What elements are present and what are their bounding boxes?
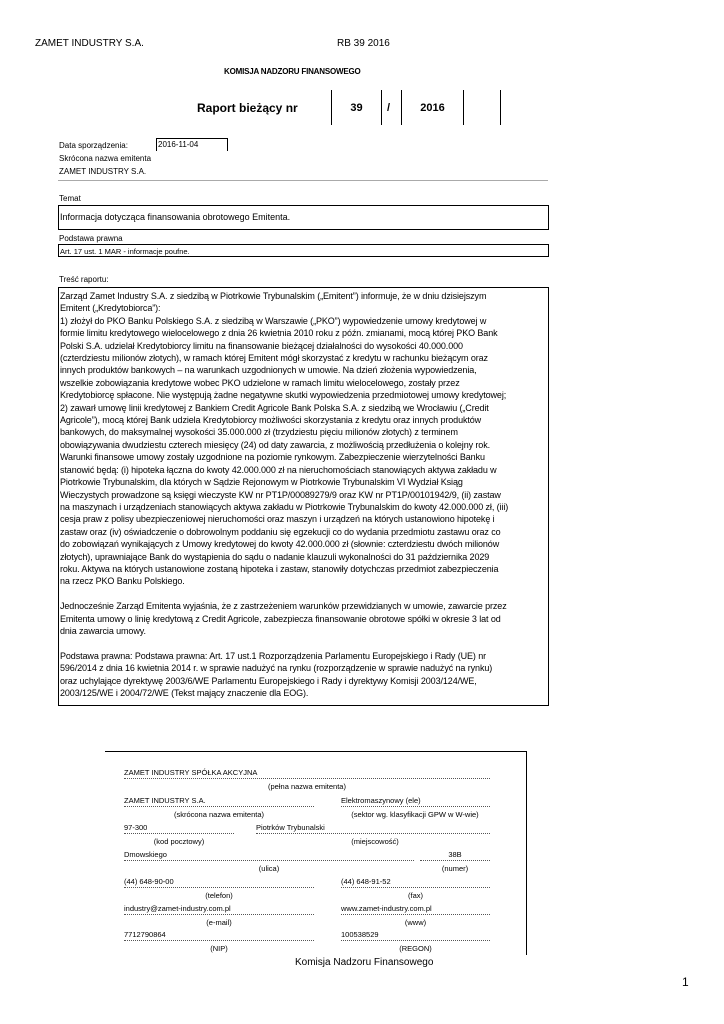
report-number-value: 39 <box>350 102 363 114</box>
issuer-sector: Elektromaszynowy (ele) <box>341 796 490 807</box>
document-title: KOMISJA NADZORU FINANSOWEGO <box>224 67 361 76</box>
issuer-short-name: ZAMET INDUSTRY S.A. <box>124 796 314 807</box>
legal-basis-value: Art. 17 ust. 1 MAR - informacje poufne. <box>58 244 549 257</box>
issuer-sector-caption: (sektor wg. klasyfikacji GPW w W-wie) <box>351 810 479 819</box>
issuer-regon: 100538529 <box>341 930 490 941</box>
page-number: 1 <box>682 975 689 989</box>
issuer-short-value: ZAMET INDUSTRY S.A. <box>59 167 147 176</box>
issuer-phone: (44) 648-90-00 <box>124 877 314 888</box>
date-label: Data sporządzenia: <box>59 141 128 150</box>
issuer-regon-caption: (REGON) <box>399 944 432 953</box>
issuer-number-caption: (numer) <box>441 864 469 873</box>
topic-value: Informacja dotycząca finansowania obrotowego Emitenta. <box>58 205 549 230</box>
issuer-full-name-caption: (pełna nazwa emitenta) <box>268 782 346 791</box>
header-company: ZAMET INDUSTRY S.A. <box>35 38 144 49</box>
issuer-phone-caption: (telefon) <box>205 891 233 900</box>
issuer-email: industry@zamet-industry.com.pl <box>124 904 314 915</box>
issuer-postal-code-caption: (kod pocztowy) <box>153 837 205 846</box>
legal-basis-label: Podstawa prawna <box>59 234 123 243</box>
issuer-full-name: ZAMET INDUSTRY SPÓŁKA AKCYJNA <box>124 768 490 779</box>
header-report-ref: RB 39 2016 <box>337 38 390 49</box>
report-extra-box <box>464 90 501 125</box>
footer-authority: Komisja Nadzoru Finansowego <box>295 957 434 968</box>
issuer-street: Dmowskiego <box>124 850 414 861</box>
report-number-box <box>331 90 382 125</box>
issuer-block-top-line <box>105 751 527 752</box>
issuer-number: 38B <box>420 850 490 861</box>
report-number-label: Raport bieżący nr <box>197 101 298 115</box>
issuer-www: www.zamet-industry.com.pl <box>341 904 490 915</box>
report-number-separator: / <box>387 102 391 114</box>
issuer-postal-code: 97-300 <box>124 823 234 834</box>
issuer-short-name-caption: (skrócona nazwa emitenta) <box>173 810 265 819</box>
date-value: 2016-11-04 <box>156 138 228 151</box>
report-year-value: 2016 <box>420 102 445 114</box>
issuer-street-caption: (ulica) <box>258 864 280 873</box>
issuer-city: Piotrków Trybunalski <box>256 823 490 834</box>
issuer-www-caption: (www) <box>404 918 427 927</box>
issuer-nip: 7712790864 <box>124 930 314 941</box>
issuer-city-caption: (miejscowość) <box>351 837 399 846</box>
issuer-nip-caption: (NIP) <box>210 944 228 953</box>
report-year-box <box>401 90 464 125</box>
issuer-fax: (44) 648-91-52 <box>341 877 490 888</box>
issuer-block-right-line <box>526 751 527 955</box>
divider <box>58 180 548 181</box>
issuer-fax-caption: (fax) <box>408 891 423 900</box>
content-text: Zarząd Zamet Industry S.A. z siedzibą w Piotrkowie Trybunalskim („Emitent”) informuje, że w dniu dzisiejszym Emitent („Kredytobiorca”): 1) złożył do PKO Banku Polskiego S.A. z siedzibą w Warszawie („PKO”) wypowiedzenie umowy kredytowej w formie limitu kredytowego wielocelowego z dnia 26 kwietnia 2010 roku z późn. zmianami, mocą której PKO Bank Polski S.A. udzielał Kredytobiorcy limitu na finansowanie bieżącej działalności do wysokości 40.000.000 (czterdziestu milionów złotych), w ramach której Emitent mógł skorzystać z kredytu w rachunku bieżącym oraz innych produktów bankowych – na warunkach uzgodnionych w umowie. Na dzień złożenia wypowiedzenia, wszelkie zobowiązania kredytowe wobec PKO udzielone w ramach limitu wielocelowego, zostały przez Kredytobiorcę spłacone. Nie występują żadne negatywne skutki wypowiedzenia przedmiotowej umowy kredytowej; 2) zawarł umowę linii kredytowej z Bankiem Credit Agricole Bank Polska S.A. z siedzibą we Wrocławiu („Credit Agricole”), mocą której Bank udziela Kredytobiorcy możliwości skorzystania z kredytu oraz innych produktów bankowych, do maksymalnej wysokości 35.000.000 zł (trzydziestu pięciu milionów złotych) z terminem obowiązywania dwudziestu czterech miesięcy (24) od daty zawarcia, z możliwością przedłużenia o kolejny rok. Warunki finansowe umowy zostały uzgodnione na poziomie rynkowym. Zabezpieczenie wierzytelności Banku stanowić będą: (i) hipoteka łączna do kwoty 42.000.000 zł na nieruchomościach stanowiących aktywa zakładu w Piotrkowie Trybunalskim, dla których w Sądzie Rejonowym w Piotrkowie Trybunalskim VI Wydział Ksiąg Wieczystych prowadzone są księgi wieczyste KW nr PT1P/00089279/9 oraz KW nr PT1P/00101942/9, (ii) zastaw na maszynach i urządzeniach stanowiących aktywa zakładu w Piotrkowie Trybunalskim do kwoty 42.000.000 zł, (iii) cesja praw z polisy ubezpieczeniowej nieruchomości oraz maszyn i urządzeń na których ustanowiono hipotekę i zastaw oraz (iv) oświadczenie o dobrowolnym poddaniu się egzekucji co do wydania przedmiotu zastawu oraz co do zobowiązań wynikających z Umowy kredytowej do kwoty 42.000.000 zł (słownie: czterdziestu dwóch milionów złotych), uprawniające Bank do wystąpienia do sądu o nadanie klauzuli wykonalności do 31 października 2029 roku. Aktywa na których ustanowione zostaną hipoteka i zastaw, stanowiły dotychczas przedmiot zabezpieczenia na rzecz PKO Banku Polskiego. Jednocześnie Zarząd Emitenta wyjaśnia, że z zastrzeżeniem warunków przewidzianych w umowie, zawarcie przez Emitenta umowy o linię kredytową z Credit Agricole, zabezpiecza finansowanie obrotowe spółki w okresie 3 lat od dnia zawarcia umowy. Podstawa prawna: Podstawa prawna: Art. 17 ust.1 Rozporządzenia Parlamentu Europejskiego i Rady (UE) nr 596/2014 z dnia 16 kwietnia 2014 r. w sprawie nadużyć na rynku (rozporządzenie w sprawie nadużyć na rynku) oraz uchylające dyrektywę 2003/6/WE Parlamentu Europejskiego i Rady i dyrektywy Komisji 2003/124/WE, 2003/125/WE i 2004/72/WE (Tekst mający znaczenie dla EOG). <box>58 287 549 706</box>
issuer-email-caption: (e-mail) <box>206 918 232 927</box>
topic-label: Temat <box>59 194 81 203</box>
issuer-short-label: Skrócona nazwa emitenta <box>59 154 152 163</box>
content-label: Treść raportu: <box>59 275 109 284</box>
